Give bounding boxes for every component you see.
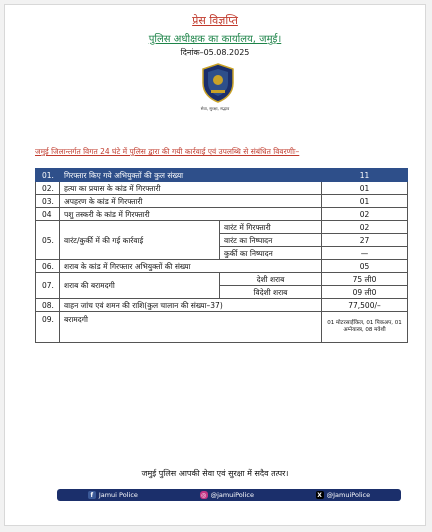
press-release-title: प्रेस विज्ञप्ति	[192, 14, 238, 27]
police-motto: सेवा, सुरक्षा, सद्भाव	[200, 106, 230, 111]
action-report-table	[35, 168, 408, 343]
table-row: 01. गिरफ्तार किए गये अभियुक्तों की कुल संख्या 11	[36, 169, 408, 182]
instagram-handle: @jamuiPolice	[210, 491, 254, 499]
table-row: 06. शराब के कांड में गिरफ्तार अभियुक्तों की संख्या 05	[36, 260, 408, 273]
table-row: वारंट का निष्पादन 27	[36, 234, 408, 247]
office-name: पुलिस अधीक्षक का कार्यालय, जमुई।	[148, 34, 282, 45]
table-row: 05. वारंट/कुर्की में की गई कार्रवाई वारंट में गिरफ्तारी 02	[36, 221, 408, 234]
table-row: 02. हत्या का प्रयास के कांड में गिरफ्तारी 01	[36, 182, 408, 195]
x-twitter-icon: X	[317, 491, 322, 499]
release-date: दिनांक–05.08.2025	[180, 48, 250, 57]
facebook-link[interactable]	[88, 491, 138, 499]
table-row: 03. अपहरण के कांड में गिरफ्तारी 01	[36, 195, 408, 208]
table-row: कुर्की का निष्पादन —	[36, 247, 408, 260]
report-heading: जमुई जिलान्तर्गत विगत 24 घंटे में पुलिस द्वारा की गयी कार्रवाई एवं उपलब्धि से संबंधित विवरणीः–	[35, 147, 300, 156]
press-release-page	[4, 4, 426, 526]
instagram-link[interactable]	[200, 491, 254, 499]
table-row: 04 पशु तस्करी के कांड में गिरफ्तारी 02	[36, 208, 408, 221]
table-row: 07. शराब की बरामदगी देशी शराब 75 ली0	[36, 273, 408, 286]
facebook-icon: f	[88, 491, 96, 499]
bihar-police-emblem-icon	[201, 63, 235, 103]
instagram-icon: ◎	[200, 491, 207, 499]
table-row: 09. बरामदगी 01 मोटरसाईकिल, 01 पिकअप, 01 अग्नेयास्त्र, 08 मवेशी	[36, 312, 408, 343]
footer-tagline: जमुई पुलिस आपकी सेवा एवं सुरक्षा में सदैव तत्पर।	[141, 469, 289, 478]
table-row: 08. वाहन जांच एवं शमन की राशि(कुल चालान की संख्या–37) 77,500/–	[36, 299, 408, 312]
social-media-bar	[57, 489, 401, 501]
facebook-handle: Jamui Police	[98, 491, 138, 499]
twitter-link[interactable]	[316, 491, 371, 499]
table-row: विदेशी शराब 09 ली0	[36, 286, 408, 299]
twitter-handle: @JamuiPolice	[326, 491, 371, 499]
